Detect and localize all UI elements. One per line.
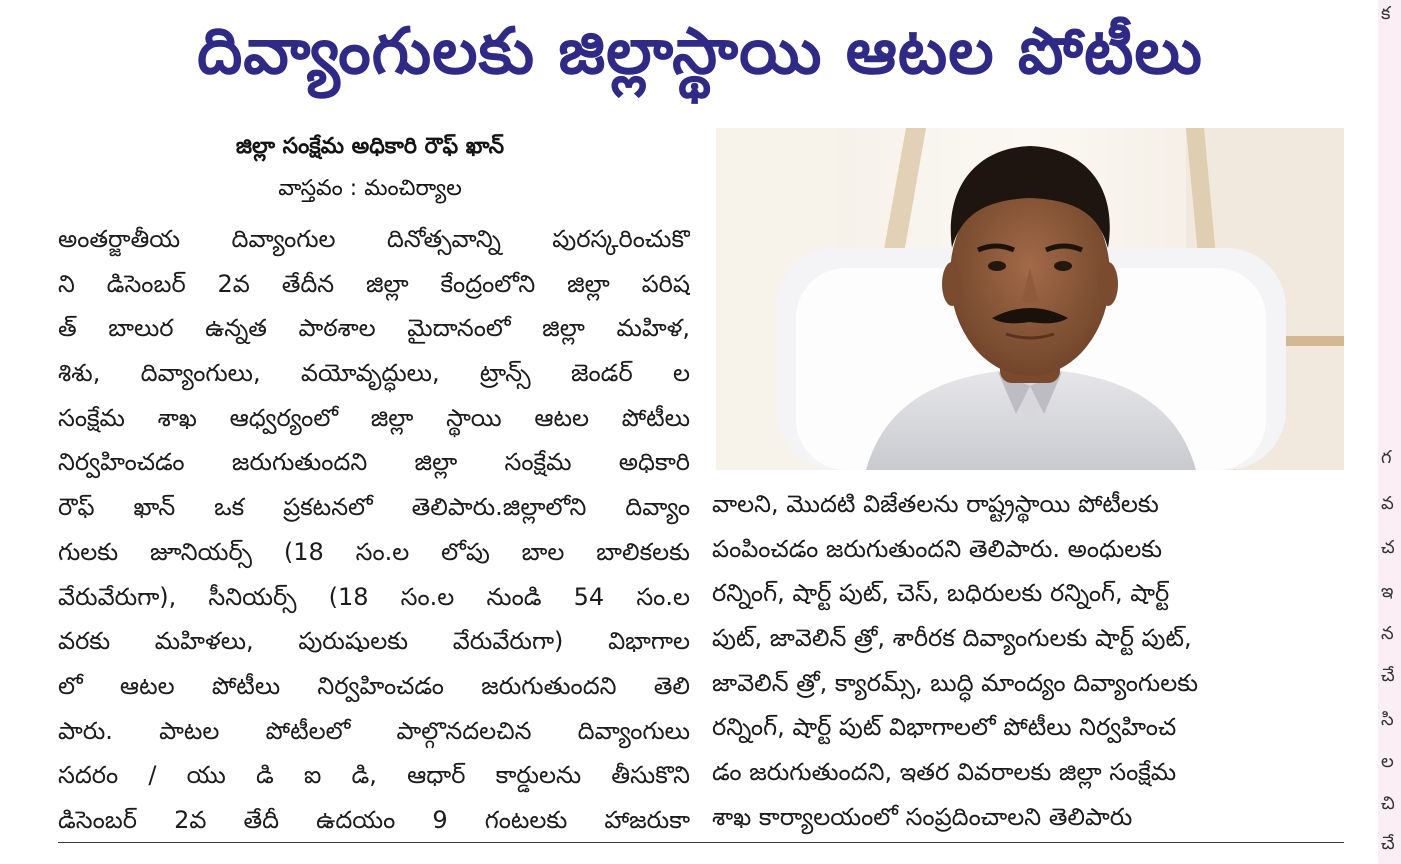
byline-place: వాస్తవం : మంచిర్యాల [278,176,462,201]
article-text-line: డం జరుగుతుందని, ఇతర వివరాలకు జిల్లా సంక్షేమ [712,758,1177,787]
article-text-line: లో ఆటల పోటీలు నిర్వహించడం జరుగుతుందని తెలి [58,671,690,700]
article-right-column [712,482,1352,840]
article-text-line: సదరం / యు డి ఐ డి, ఆధార్ కార్డులను తీసుకొని [58,761,690,790]
official-portrait-illustration [716,128,1344,470]
article-text-line: పారు. పాటల పోటీలలో పాల్గొనదలచిన దివ్యాంగులు [58,716,690,745]
article-text-line: వాలని, మొదటి విజేతలను రాష్ట్రస్థాయి పోటీలకు [712,490,1159,518]
article-text-line: రన్నింగ్, షార్ట్ పుట్, చెస్, బధిరులకు రన్నింగ్, షార్ట్ [712,579,1170,608]
adjacent-column-glyph: చి [1381,794,1395,814]
adjacent-column-glyph: న [1381,624,1394,644]
article-text-line: సంక్షేమ శాఖ ఆధ్వర్యంలో జిల్లా స్థాయి ఆటల పోటీలు [58,403,690,432]
article-text-line: గులకు జూనియర్స్ (18 సం.ల లోపు బాల బాలికలకు [58,537,690,566]
adjacent-column-glyph: చే [1381,834,1395,854]
adjacent-column-strip [1378,0,1401,864]
article-text-line: త్ బాలుర ఉన్నత పాఠశాల మైదానంలో జిల్లా మహిళ, [58,314,690,343]
adjacent-column-glyph: సి [1381,710,1394,730]
adjacent-column-glyph: ఇ [1381,582,1394,602]
adjacent-column-glyph: గ [1381,448,1392,468]
byline-name: జిల్లా సంక్షేమ అధికారి రౌఫ్ ఖాన్ [235,134,505,159]
adjacent-column-glyph: చ [1381,538,1395,558]
article-text-line: శాఖ కార్యాలయంలో సంప్రదించాలని తెలిపారు [712,802,1133,831]
article-text-line: ని డిసెంబర్ 2వ తేదీన జిల్లా కేంద్రంలోని జిల్లా పరిష [58,269,690,298]
article-text-line: రౌఫ్ ఖాన్ ఒక ప్రకటనలో తెలిపారు.జిల్లాలోని దివ్యాం [58,493,690,522]
article-text-line: జావెలిన్ త్రో, క్యారమ్స్, బుద్ధి మాంద్యం దివ్యాంగులకు [712,668,1199,697]
adjacent-column-top-glyph: క [1381,4,1391,24]
article-text-line: అంతర్జాతీయ దివ్యాంగుల దినోత్సవాన్ని పురస్కరించుకొ [58,225,690,253]
article-text-line: వరకు మహిళలు, పురుషులకు వేరువేరుగా) విభాగాల [58,627,690,656]
article-text-line: వేరువేరుగా), సీనియర్స్ (18 సం.ల నుండి 54 సం.ల [58,582,690,611]
adjacent-column-glyph: వ [1381,494,1394,514]
article-text-line: శిశు, దివ్యాంగులు, వయోవృద్ధులు, ట్రాన్స్ జెండర్ ల [58,359,690,388]
official-photo [716,128,1344,470]
article-text-line: నిర్వహించడం జరుగుతుందని జిల్లా సంక్షేమ అధికారి [58,448,690,477]
article-text-line: రన్నింగ్, షార్ట్ పుట్ విభాగాలలో పోటీలు నిర్వహించ [712,713,1177,742]
article-text-line: డిసెంబర్ 2వ తేదీ ఉదయం 9 గంటలకు హాజరుకా [58,805,690,834]
headline: దివ్యాంగులకు జిల్లాస్థాయి ఆటల పోటీలు [197,14,1203,89]
article-left-column [58,217,690,843]
adjacent-column-glyph: చే [1381,666,1395,686]
article-text-line: పంపించడం జరుగుతుందని తెలిపారు. అంధులకు [712,534,1163,563]
bottom-rule [58,842,1344,843]
article-text-line: పుట్, జావెలిన్ త్రో, శారీరక దివ్యాంగులకు షార్ట్ పుట్, [712,624,1192,653]
adjacent-column-glyph: ల [1381,752,1394,772]
